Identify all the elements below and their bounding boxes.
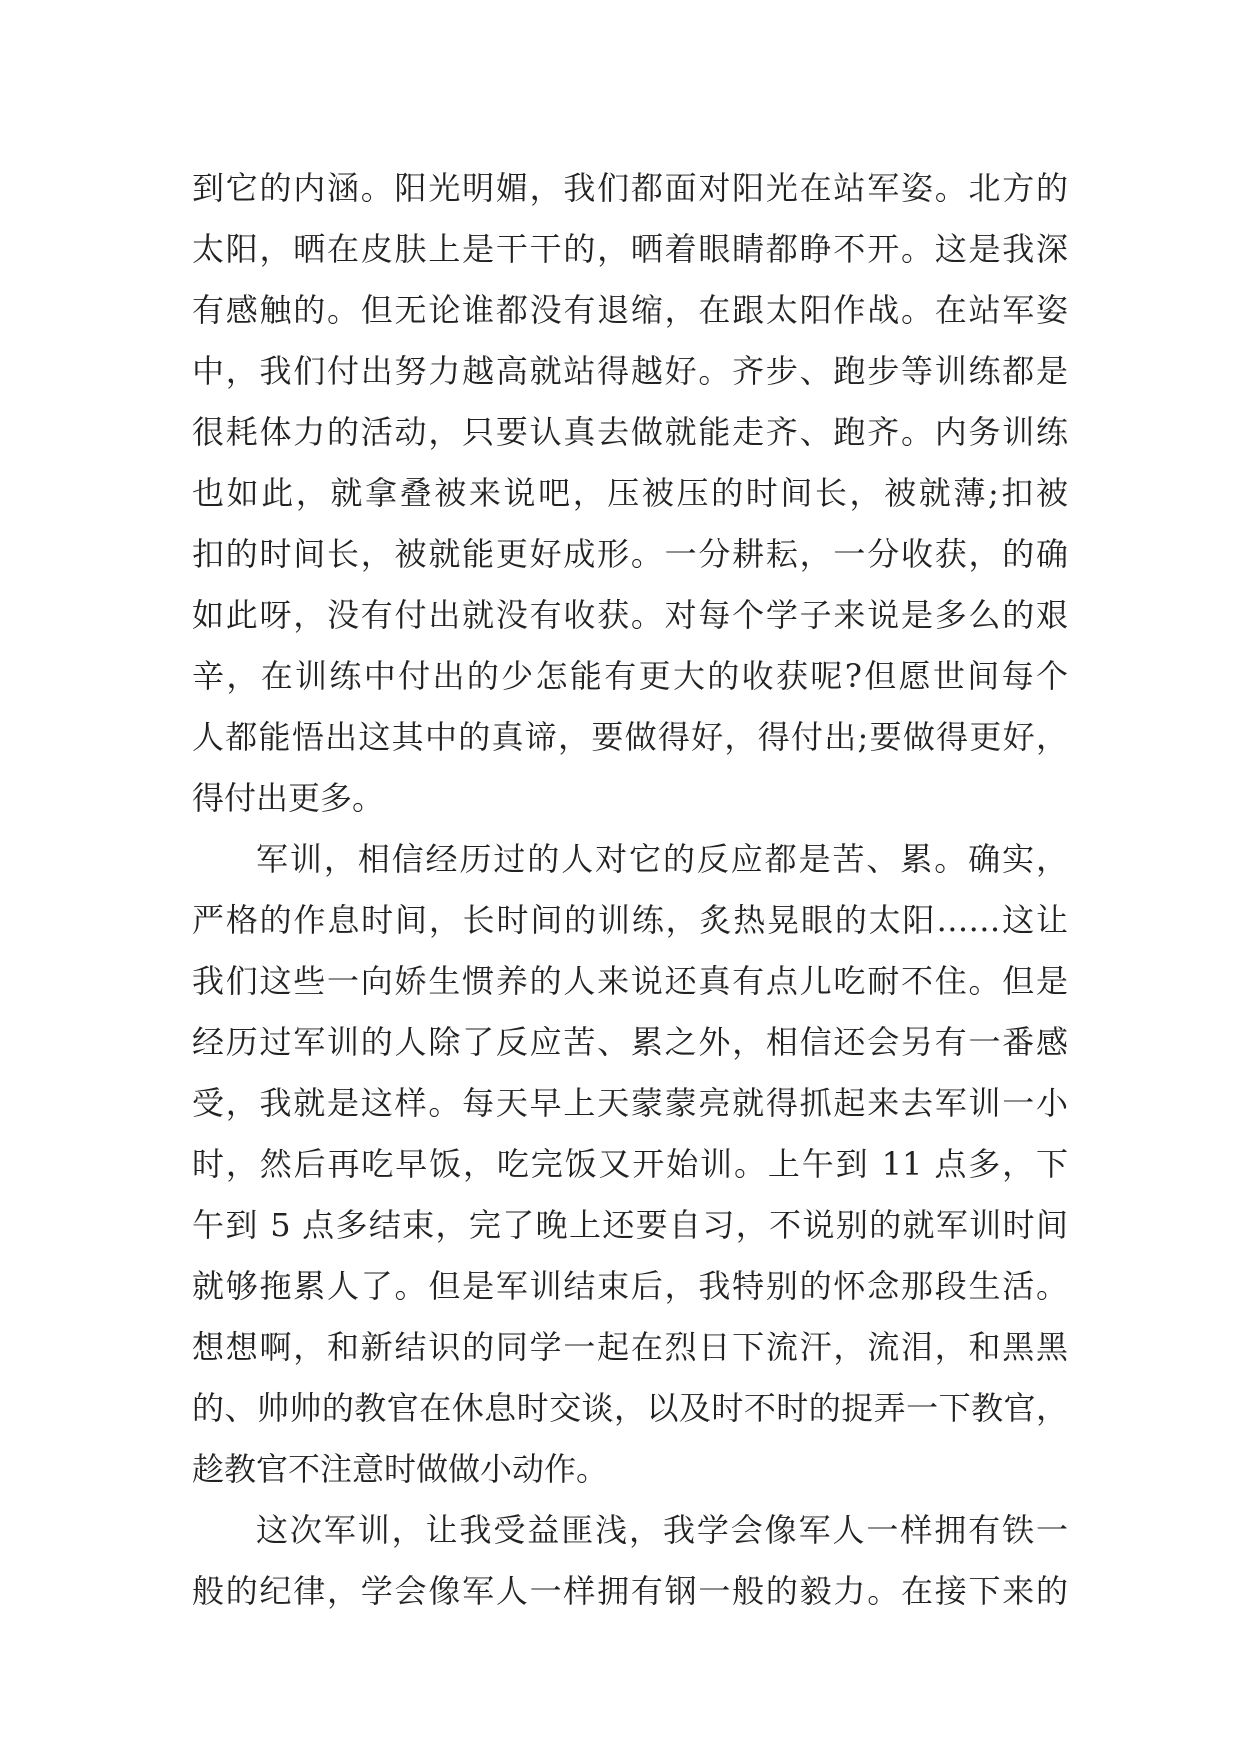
paragraph (192, 158, 1068, 829)
text-line: 趁教官不注意时做做小动作。 (192, 1450, 609, 1488)
paragraph (192, 1500, 1068, 1622)
text-line: 军训，相信经历过的人对它的反应都是苦、累。确实， (256, 840, 1068, 878)
text-line: 就够拖累人了。但是军训结束后，我特别的怀念那段生活。 (192, 1267, 1068, 1305)
text-line: 严格的作息时间，长时间的训练，炙热晃眼的太阳……这让 (192, 901, 1068, 939)
text-line: 我们这些一向娇生惯养的人来说还真有点儿吃耐不住。但是 (192, 962, 1068, 1000)
text-line: 很耗体力的活动，只要认真去做就能走齐、跑齐。内务训练 (192, 413, 1068, 451)
text-line: 到它的内涵。阳光明媚，我们都面对阳光在站军姿。北方的 (192, 169, 1068, 207)
text-line: 的、帅帅的教官在休息时交谈，以及时不时的捉弄一下教官， (192, 1389, 1068, 1427)
text-line: 时，然后再吃早饭，吃完饭又开始训。上午到 11 点多，下 (192, 1145, 1068, 1183)
text-line: 有感触的。但无论谁都没有退缩，在跟太阳作战。在站军姿 (192, 291, 1068, 329)
text-line: 人都能悟出这其中的真谛，要做得好，得付出;要做得更好， (192, 718, 1068, 756)
text-line: 想想啊，和新结识的同学一起在烈日下流汗，流泪，和黑黑 (192, 1328, 1068, 1366)
text-line: 中，我们付出努力越高就站得越好。齐步、跑步等训练都是 (192, 352, 1068, 390)
text-line: 扣的时间长，被就能更好成形。一分耕耘，一分收获，的确 (192, 535, 1068, 573)
text-line: 般的纪律，学会像军人一样拥有钢一般的毅力。在接下来的 (192, 1572, 1068, 1610)
paragraph (192, 829, 1068, 1500)
text-line: 如此呀，没有付出就没有收获。对每个学子来说是多么的艰 (192, 596, 1068, 634)
document-body (192, 158, 1068, 1622)
text-line: 经历过军训的人除了反应苦、累之外，相信还会另有一番感 (192, 1023, 1068, 1061)
text-line: 辛，在训练中付出的少怎能有更大的收获呢?但愿世间每个 (192, 657, 1068, 695)
text-line: 受，我就是这样。每天早上天蒙蒙亮就得抓起来去军训一小 (192, 1084, 1068, 1122)
text-line: 午到 5 点多结束，完了晚上还要自习，不说别的就军训时间 (192, 1206, 1068, 1244)
text-line: 这次军训，让我受益匪浅，我学会像军人一样拥有铁一 (256, 1511, 1068, 1549)
text-line: 也如此，就拿叠被来说吧，压被压的时间长，被就薄;扣被 (192, 474, 1068, 512)
text-line: 太阳，晒在皮肤上是干干的，晒着眼睛都睁不开。这是我深 (192, 230, 1068, 268)
text-line: 得付出更多。 (192, 779, 385, 817)
